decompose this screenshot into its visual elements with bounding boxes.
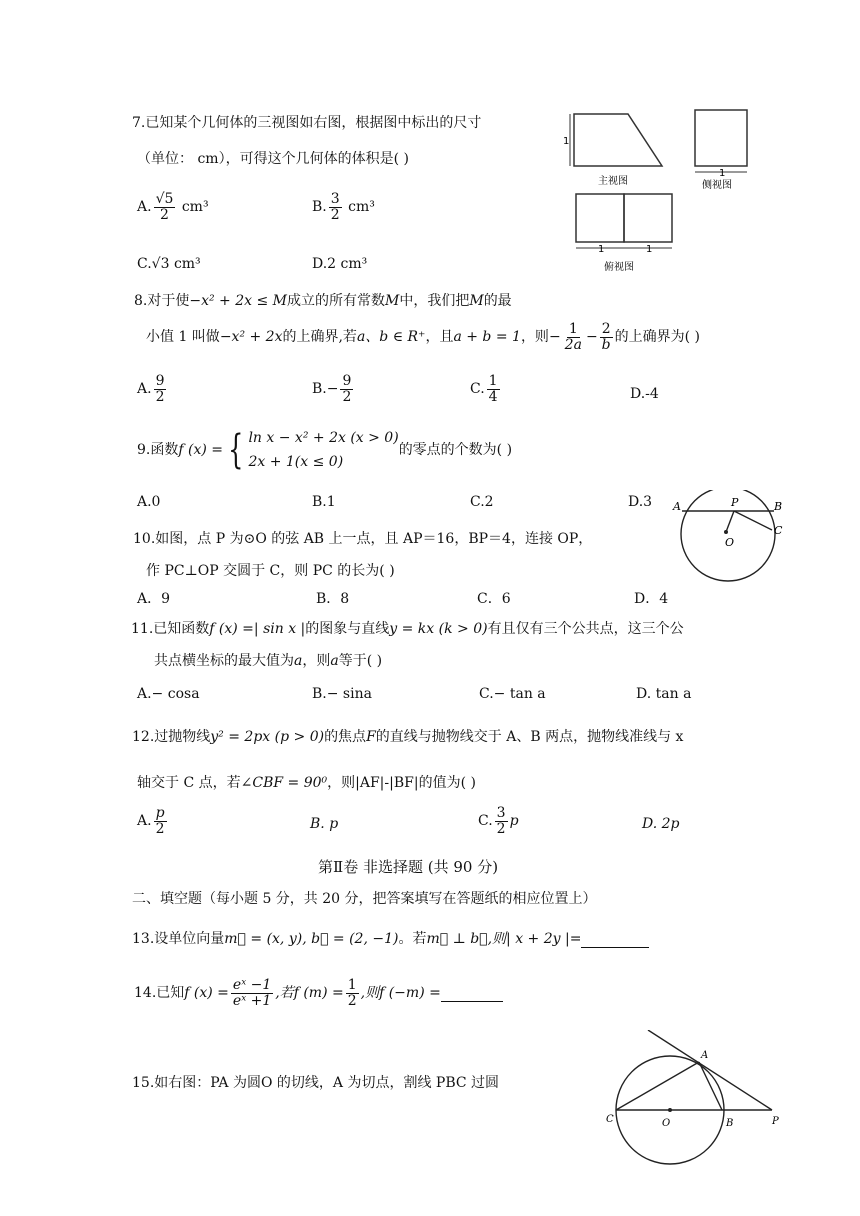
- denominator: eˣ +1: [232, 992, 272, 1009]
- brace-glyph: {: [228, 427, 244, 473]
- text: ，且: [425, 329, 454, 346]
- segment-pc: [734, 511, 772, 530]
- text: 成立的所有常数: [287, 293, 385, 309]
- text: 等于( ): [338, 653, 383, 669]
- q8-stem-line1: [134, 290, 512, 310]
- fraction: [154, 192, 176, 222]
- denominator: 4: [488, 388, 498, 405]
- option-label: C.: [478, 813, 493, 830]
- label-a: A: [701, 1050, 709, 1061]
- q8-option-b[interactable]: [312, 374, 355, 404]
- math-expr: a + b = 1: [453, 329, 521, 346]
- text: 13.设单位向量: [132, 931, 225, 947]
- fraction: [231, 978, 273, 1008]
- math-var: a: [294, 653, 303, 669]
- piecewise-cases: [248, 426, 398, 474]
- fill-in-header: 二、填空题（每小题 5 分，共 20 分，把答案填写在答题纸的相应位置上）: [132, 891, 597, 907]
- q9-option-d[interactable]: D.3: [628, 494, 653, 510]
- math-var: M: [385, 293, 400, 309]
- denominator: 2: [347, 992, 357, 1009]
- text: 小值 1 叫做: [146, 329, 220, 346]
- side-width-label: 1: [719, 168, 726, 179]
- text: 中，我们把: [399, 293, 470, 309]
- q12-stem-line2: [137, 772, 476, 792]
- front-height-label: 1: [563, 136, 570, 147]
- q9-option-b[interactable]: B.1: [312, 494, 336, 510]
- fraction: [346, 978, 359, 1008]
- q7-option-c[interactable]: C.√3 cm³: [137, 256, 201, 272]
- fraction: [154, 806, 167, 836]
- math-expr: ,则f (−m) =: [360, 985, 441, 1002]
- text: 的零点的个数为( ): [398, 442, 513, 458]
- label-b: B: [774, 500, 783, 513]
- q12-option-c[interactable]: [478, 806, 519, 836]
- numerator: p: [155, 805, 165, 821]
- numerator: 1: [347, 977, 357, 993]
- q12-option-d[interactable]: D. 2p: [642, 816, 680, 832]
- math-expr: f (x) =: [178, 442, 223, 458]
- denominator: 2: [342, 388, 352, 405]
- text: 共点横坐标的最大值为: [154, 653, 294, 669]
- option-label: C.: [470, 381, 485, 398]
- q11-option-c[interactable]: C.− tan a: [479, 686, 546, 702]
- numerator: √5: [155, 191, 174, 207]
- fraction: [563, 322, 584, 352]
- q7-stem-line2: （单位： cm），可得这个几何体的体积是( ): [137, 151, 409, 167]
- numerator: eˣ −1: [232, 977, 272, 993]
- denominator: 2a: [564, 336, 582, 353]
- q10-option-a[interactable]: A．9: [137, 591, 171, 607]
- numerator: 3: [496, 805, 506, 821]
- q8-option-a[interactable]: [137, 374, 168, 404]
- text: 11.已知函数: [131, 621, 210, 637]
- numerator: 1: [488, 373, 498, 389]
- side-view-shape: [695, 110, 747, 166]
- math-expr: a、b ∈ R⁺: [356, 329, 426, 346]
- math-var: p: [509, 813, 519, 830]
- denominator: b: [601, 336, 611, 353]
- fraction: [154, 374, 167, 404]
- denominator: 2: [155, 820, 165, 837]
- answer-blank[interactable]: [581, 931, 649, 948]
- q7-option-b[interactable]: [312, 192, 375, 222]
- top-view-label: 俯视图: [604, 262, 634, 273]
- top-left-dim-label: 1: [598, 244, 605, 255]
- q13-stem: [132, 928, 649, 948]
- label-c: C: [606, 1114, 614, 1125]
- q15-stem: 15.如右图：PA 为圆O 的切线，A 为切点，割线 PBC 过圆: [132, 1075, 500, 1091]
- q11-option-b[interactable]: B.− sina: [312, 686, 372, 702]
- math-expr: f (x) =| sin x |: [209, 621, 306, 637]
- numerator: 3: [330, 191, 340, 207]
- text: ，则: [520, 329, 549, 346]
- math-expr: m⃗ = (x, y), b⃗ = (2, −1): [224, 931, 399, 947]
- q12-stem-line1: [132, 726, 683, 746]
- text: 的上确界为( ): [614, 329, 701, 346]
- fraction: [329, 192, 342, 222]
- point-o: [668, 1108, 672, 1112]
- top-view-right: [624, 194, 672, 242]
- q10-stem-line2: 作 PC⊥OP 交圆于 C，则 PC 的长为( ): [146, 563, 395, 579]
- text: 有且仅有三个公共点，这三个公: [487, 621, 684, 637]
- text: 的最: [483, 293, 512, 309]
- label-p: P: [772, 1116, 779, 1127]
- three-view-figure: [562, 108, 762, 276]
- front-view-shape: [574, 114, 662, 166]
- q12-option-b[interactable]: B. p: [310, 816, 339, 832]
- label-p: P: [731, 496, 739, 509]
- top-right-dim-label: 1: [646, 244, 653, 255]
- text: ，则: [302, 653, 331, 669]
- fraction: [600, 322, 613, 352]
- fraction: [340, 374, 353, 404]
- denominator: 2: [496, 820, 506, 837]
- side-view-label: 侧视图: [702, 180, 732, 191]
- math-expr: y = kx (k > 0): [389, 621, 488, 637]
- q10-option-b[interactable]: B．8: [316, 591, 350, 607]
- option-label: A.: [137, 199, 152, 216]
- option-label: A.: [137, 813, 152, 830]
- math-var: M: [469, 293, 484, 309]
- math-expr: f (x) =: [184, 985, 229, 1002]
- q11-option-a[interactable]: A.− cosa: [137, 686, 200, 702]
- q7-option-d[interactable]: D.2 cm³: [312, 256, 368, 272]
- numerator: 1: [568, 321, 578, 337]
- text: 的直线与抛物线交于 A、B 两点，抛物线准线与 x: [375, 729, 684, 745]
- segment-op: [726, 511, 734, 532]
- text: 。若: [398, 931, 427, 947]
- q14-stem: [134, 978, 503, 1008]
- option-label: B.−: [312, 381, 339, 398]
- q7-option-a[interactable]: [137, 192, 209, 222]
- q12-option-a[interactable]: [137, 806, 169, 836]
- label-c: C: [774, 524, 783, 537]
- denominator: 2: [330, 206, 340, 223]
- q9-option-a[interactable]: A.0: [137, 494, 161, 510]
- option-label: B.: [312, 199, 327, 216]
- tangent-secant-figure: [604, 1030, 794, 1168]
- answer-blank[interactable]: [441, 985, 503, 1002]
- unit: cm³: [348, 199, 375, 216]
- label-o: O: [725, 536, 735, 549]
- math-expr: −x² + 2x ≤ M: [189, 293, 287, 309]
- text: 12.过抛物线: [132, 729, 211, 745]
- denominator: 2: [160, 206, 169, 223]
- q7-stem-line1: 7.已知某个几何体的三视图如右图，根据图中标出的尺寸: [132, 115, 482, 131]
- segment-ca: [616, 1062, 699, 1110]
- case-1: ln x − x² + 2x (x > 0): [248, 430, 399, 446]
- math-expr: m⃗ ⊥ b⃗: [426, 931, 488, 947]
- tangent-pa: [648, 1030, 772, 1110]
- math-expr: y² = 2px (p > 0): [210, 729, 325, 745]
- math-var: a: [330, 653, 339, 669]
- circle-chord-figure: [668, 490, 790, 582]
- math-expr: −x² + 2x: [219, 329, 283, 346]
- q8-option-d[interactable]: D.-4: [630, 386, 659, 402]
- denominator: 2: [155, 388, 165, 405]
- text: ，则|AF|-|BF|的值为( ): [327, 775, 476, 791]
- minus: −: [548, 329, 561, 346]
- point-o: [724, 530, 728, 534]
- label-a: A: [673, 500, 681, 513]
- q10-option-d[interactable]: D．4: [634, 591, 669, 607]
- unit: cm³: [181, 199, 209, 216]
- fraction: [487, 374, 500, 404]
- label-o: O: [662, 1118, 671, 1129]
- fraction: [495, 806, 508, 836]
- minus: −: [585, 329, 598, 346]
- front-view-label: 主视图: [598, 176, 628, 187]
- q9-stem: [137, 426, 512, 474]
- q8-stem-line2: [146, 322, 700, 352]
- label-b: B: [726, 1118, 734, 1129]
- case-2: 2x + 1(x ≤ 0): [248, 454, 344, 470]
- q10-option-c[interactable]: C．6: [477, 591, 511, 607]
- top-view-left: [576, 194, 624, 242]
- text: 的图象与直线: [305, 621, 390, 637]
- q9-option-c[interactable]: C.2: [470, 494, 494, 510]
- text: 9.函数: [137, 442, 179, 458]
- numerator: 9: [155, 373, 165, 389]
- text: 的焦点: [324, 729, 367, 745]
- math-expr: ∠CBF = 90⁰: [240, 775, 328, 791]
- numerator: 2: [601, 321, 611, 337]
- text: 8.对于使: [134, 293, 190, 309]
- section-title: 第Ⅱ卷 非选择题 (共 90 分): [318, 858, 499, 876]
- numerator: 9: [342, 373, 352, 389]
- q8-option-c[interactable]: [470, 374, 502, 404]
- q11-option-d[interactable]: D. tan a: [636, 686, 692, 702]
- math-var: F: [366, 729, 376, 745]
- text: 轴交于 C 点，若: [137, 775, 241, 791]
- math-expr: ,则| x + 2y |=: [487, 931, 582, 947]
- q11-stem-line1: [131, 618, 684, 638]
- text: 的上确界,若: [282, 329, 357, 346]
- text: 14.已知: [134, 985, 185, 1002]
- q11-stem-line2: [154, 650, 382, 670]
- q10-stem-line1: 10.如图，点 P 为⊙O 的弦 AB 上一点，且 AP＝16，BP＝4，连接 OP，: [133, 531, 593, 547]
- math-expr: ,若f (m) =: [275, 985, 344, 1002]
- option-label: A.: [137, 381, 152, 398]
